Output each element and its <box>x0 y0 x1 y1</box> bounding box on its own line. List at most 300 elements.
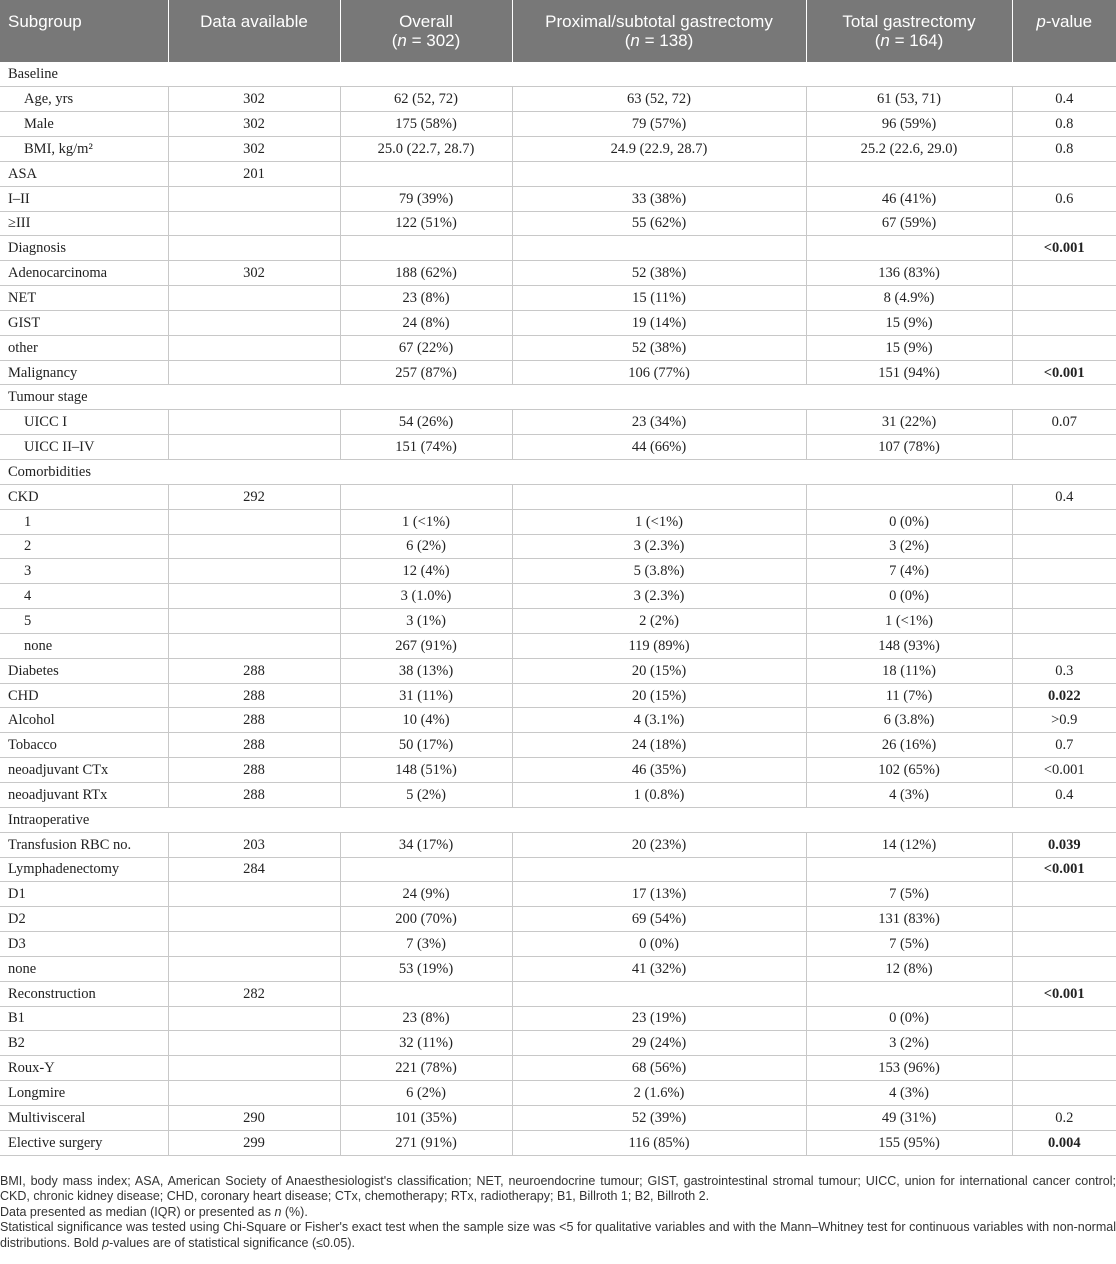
cell-pvalue <box>1012 161 1116 186</box>
table-row <box>0 261 1116 286</box>
cell-subgroup: Lymphadenectomy <box>0 857 168 882</box>
table-row <box>0 509 1116 534</box>
cell-subgroup: none <box>0 633 168 658</box>
cell-subgroup: 1 <box>0 509 168 534</box>
cell-total: 67 (59%) <box>806 211 1012 236</box>
cell-overall: 24 (9%) <box>340 882 512 907</box>
cell-overall: 200 (70%) <box>340 907 512 932</box>
cell-proximal: 1 (0.8%) <box>512 782 806 807</box>
cell-subgroup: Alcohol <box>0 708 168 733</box>
table-row <box>0 857 1116 882</box>
cell-total <box>806 484 1012 509</box>
table-row <box>0 410 1116 435</box>
cell-overall: 23 (8%) <box>340 1006 512 1031</box>
cell-overall: 79 (39%) <box>340 186 512 211</box>
cell-overall <box>340 161 512 186</box>
cell-overall <box>340 484 512 509</box>
cell-proximal: 23 (34%) <box>512 410 806 435</box>
cell-pvalue: >0.9 <box>1012 708 1116 733</box>
cell-data-available <box>168 633 340 658</box>
cell-pvalue: <0.001 <box>1012 857 1116 882</box>
cell-data-available <box>168 559 340 584</box>
cell-total: 155 (95%) <box>806 1130 1012 1155</box>
cell-total: 31 (22%) <box>806 410 1012 435</box>
cell-subgroup: Diabetes <box>0 658 168 683</box>
cell-overall: 31 (11%) <box>340 683 512 708</box>
table-row <box>0 658 1116 683</box>
cell-total: 148 (93%) <box>806 633 1012 658</box>
section-label: Baseline <box>0 62 1116 87</box>
cell-subgroup: CHD <box>0 683 168 708</box>
cell-pvalue: 0.6 <box>1012 186 1116 211</box>
cell-proximal: 17 (13%) <box>512 882 806 907</box>
cell-overall: 10 (4%) <box>340 708 512 733</box>
section-row <box>0 385 1116 410</box>
footnote-presentation-prefix: Data presented as median (IQR) or presented as <box>0 1204 275 1219</box>
cell-total: 0 (0%) <box>806 584 1012 609</box>
table-row <box>0 609 1116 634</box>
cell-subgroup: 2 <box>0 534 168 559</box>
cell-proximal: 23 (19%) <box>512 1006 806 1031</box>
cell-pvalue <box>1012 633 1116 658</box>
cell-data-available: 288 <box>168 758 340 783</box>
cell-overall: 1 (<1%) <box>340 509 512 534</box>
table-row <box>0 956 1116 981</box>
cell-subgroup: UICC II–IV <box>0 435 168 460</box>
cell-pvalue <box>1012 1081 1116 1106</box>
cell-overall: 271 (91%) <box>340 1130 512 1155</box>
cell-overall: 24 (8%) <box>340 310 512 335</box>
cell-data-available: 288 <box>168 782 340 807</box>
cell-overall: 101 (35%) <box>340 1105 512 1130</box>
cell-data-available <box>168 534 340 559</box>
table-row <box>0 161 1116 186</box>
cell-proximal: 68 (56%) <box>512 1056 806 1081</box>
cell-proximal: 33 (38%) <box>512 186 806 211</box>
cell-data-available: 201 <box>168 161 340 186</box>
cell-overall: 7 (3%) <box>340 932 512 957</box>
cell-data-available <box>168 435 340 460</box>
cell-total <box>806 161 1012 186</box>
cell-subgroup: neoadjuvant RTx <box>0 782 168 807</box>
table-row <box>0 186 1116 211</box>
section-label: Tumour stage <box>0 385 1116 410</box>
cell-pvalue: <0.001 <box>1012 360 1116 385</box>
cell-subgroup: Age, yrs <box>0 87 168 112</box>
cell-data-available <box>168 956 340 981</box>
table-row <box>0 286 1116 311</box>
cell-overall: 25.0 (22.7, 28.7) <box>340 137 512 162</box>
cell-total: 12 (8%) <box>806 956 1012 981</box>
table-row <box>0 1031 1116 1056</box>
cell-total: 3 (2%) <box>806 534 1012 559</box>
cell-pvalue <box>1012 609 1116 634</box>
section-label: Comorbidities <box>0 460 1116 485</box>
cell-total: 7 (4%) <box>806 559 1012 584</box>
cell-pvalue <box>1012 310 1116 335</box>
cell-data-available <box>168 335 340 360</box>
cell-pvalue <box>1012 559 1116 584</box>
header-subgroup <box>0 0 168 62</box>
table-row <box>0 683 1116 708</box>
cell-subgroup: Adenocarcinoma <box>0 261 168 286</box>
cell-pvalue: 0.3 <box>1012 658 1116 683</box>
header-proximal-n: (n = 138) <box>624 31 694 50</box>
cell-subgroup: BMI, kg/m² <box>0 137 168 162</box>
cell-subgroup: Malignancy <box>0 360 168 385</box>
table-row <box>0 137 1116 162</box>
table-row <box>0 708 1116 733</box>
cell-data-available <box>168 211 340 236</box>
cell-subgroup: NET <box>0 286 168 311</box>
cell-overall: 151 (74%) <box>340 435 512 460</box>
cell-subgroup: B1 <box>0 1006 168 1031</box>
cell-proximal: 55 (62%) <box>512 211 806 236</box>
cell-pvalue: 0.07 <box>1012 410 1116 435</box>
cell-pvalue: 0.4 <box>1012 782 1116 807</box>
cell-overall: 67 (22%) <box>340 335 512 360</box>
cell-subgroup: Diagnosis <box>0 236 168 261</box>
cell-subgroup: Reconstruction <box>0 981 168 1006</box>
cell-overall: 6 (2%) <box>340 534 512 559</box>
table-row <box>0 1006 1116 1031</box>
cell-subgroup: none <box>0 956 168 981</box>
cell-total: 0 (0%) <box>806 509 1012 534</box>
table-row <box>0 981 1116 1006</box>
cell-data-available: 302 <box>168 112 340 137</box>
footnote-statistics-suffix: -values are of statistical significance (≤0.05). <box>109 1235 355 1250</box>
cell-pvalue <box>1012 261 1116 286</box>
cell-total: 14 (12%) <box>806 832 1012 857</box>
cell-proximal: 24 (18%) <box>512 733 806 758</box>
cell-overall: 3 (1.0%) <box>340 584 512 609</box>
cell-total: 18 (11%) <box>806 658 1012 683</box>
header-pvalue-italic: p <box>1036 12 1046 31</box>
cell-total: 102 (65%) <box>806 758 1012 783</box>
table-row <box>0 932 1116 957</box>
section-row <box>0 807 1116 832</box>
cell-overall <box>340 981 512 1006</box>
cell-subgroup: GIST <box>0 310 168 335</box>
cell-overall: 54 (26%) <box>340 410 512 435</box>
cell-data-available <box>168 1031 340 1056</box>
header-overall-label: Overall <box>399 12 453 31</box>
cell-subgroup: other <box>0 335 168 360</box>
cell-subgroup: D1 <box>0 882 168 907</box>
cell-proximal <box>512 484 806 509</box>
header-proximal-label: Proximal/subtotal gastrectomy <box>545 12 773 31</box>
cell-pvalue <box>1012 584 1116 609</box>
cell-overall <box>340 857 512 882</box>
footnote-abbreviations: BMI, body mass index; ASA, American Society of Anaesthesiologist's classification; NET, neuroendocrine tumour; GIST, gastrointestinal stromal tumour; UICC, union for international cancer control; CKD, chronic kidney disease; CHD, coronary heart disease; CTx, chemotherapy; RTx, radiotherapy; B1, Billroth 1; B2, Billroth 2. <box>0 1174 1116 1204</box>
cell-subgroup: Male <box>0 112 168 137</box>
footnote-statistics <box>0 1220 1116 1251</box>
cell-proximal: 63 (52, 72) <box>512 87 806 112</box>
table-row <box>0 1130 1116 1155</box>
cell-pvalue: 0.022 <box>1012 683 1116 708</box>
cell-total: 3 (2%) <box>806 1031 1012 1056</box>
cell-overall: 175 (58%) <box>340 112 512 137</box>
cell-proximal: 1 (<1%) <box>512 509 806 534</box>
cell-proximal <box>512 236 806 261</box>
footnote-statistics-prefix: Statistical significance was tested using Chi-Square or Fisher's exact test when the sample size was <5 for qualitative variables and with the Mann–Whitney test for continuous variables with non-normal distributions. Bold <box>0 1220 1116 1250</box>
cell-overall: 267 (91%) <box>340 633 512 658</box>
cell-pvalue <box>1012 509 1116 534</box>
cell-subgroup: ASA <box>0 161 168 186</box>
cell-total: 26 (16%) <box>806 733 1012 758</box>
header-overall-n: (n = 302) <box>391 31 461 50</box>
cell-data-available <box>168 236 340 261</box>
cell-pvalue <box>1012 534 1116 559</box>
cell-data-available: 288 <box>168 733 340 758</box>
cell-data-available <box>168 882 340 907</box>
cell-overall: 221 (78%) <box>340 1056 512 1081</box>
cell-proximal: 44 (66%) <box>512 435 806 460</box>
table-row <box>0 310 1116 335</box>
cell-subgroup: Longmire <box>0 1081 168 1106</box>
cell-proximal: 52 (38%) <box>512 261 806 286</box>
cell-overall: 148 (51%) <box>340 758 512 783</box>
cell-data-available <box>168 410 340 435</box>
cell-subgroup: 4 <box>0 584 168 609</box>
cell-data-available <box>168 907 340 932</box>
cell-total: 151 (94%) <box>806 360 1012 385</box>
header-data-available <box>168 0 340 62</box>
cell-data-available: 302 <box>168 87 340 112</box>
cell-proximal: 24.9 (22.9, 28.7) <box>512 137 806 162</box>
cell-proximal: 19 (14%) <box>512 310 806 335</box>
cell-total: 7 (5%) <box>806 932 1012 957</box>
cell-overall: 38 (13%) <box>340 658 512 683</box>
cell-subgroup: D3 <box>0 932 168 957</box>
cell-total: 6 (3.8%) <box>806 708 1012 733</box>
cell-subgroup: B2 <box>0 1031 168 1056</box>
cell-proximal: 20 (15%) <box>512 658 806 683</box>
header-pvalue <box>1012 0 1116 62</box>
cell-pvalue <box>1012 1056 1116 1081</box>
cell-pvalue: <0.001 <box>1012 758 1116 783</box>
cell-data-available <box>168 1081 340 1106</box>
cell-pvalue: 0.8 <box>1012 112 1116 137</box>
cell-proximal: 3 (2.3%) <box>512 584 806 609</box>
cell-data-available: 288 <box>168 683 340 708</box>
table-row <box>0 112 1116 137</box>
section-row <box>0 62 1116 87</box>
cell-subgroup: I–II <box>0 186 168 211</box>
cell-pvalue <box>1012 211 1116 236</box>
cell-total: 4 (3%) <box>806 1081 1012 1106</box>
table-footnotes <box>0 1174 1116 1251</box>
cell-proximal: 52 (38%) <box>512 335 806 360</box>
cell-proximal: 20 (15%) <box>512 683 806 708</box>
cell-overall: 34 (17%) <box>340 832 512 857</box>
cell-data-available: 290 <box>168 1105 340 1130</box>
cell-pvalue: 0.4 <box>1012 484 1116 509</box>
cell-total: 4 (3%) <box>806 782 1012 807</box>
cell-data-available: 288 <box>168 658 340 683</box>
cell-overall: 5 (2%) <box>340 782 512 807</box>
cell-proximal: 2 (2%) <box>512 609 806 634</box>
cell-pvalue <box>1012 932 1116 957</box>
table-row <box>0 360 1116 385</box>
header-total-label: Total gastrectomy <box>842 12 976 31</box>
header-subgroup-label: Subgroup <box>8 12 82 31</box>
cell-proximal: 41 (32%) <box>512 956 806 981</box>
table-row <box>0 1081 1116 1106</box>
cell-data-available: 299 <box>168 1130 340 1155</box>
table-row <box>0 584 1116 609</box>
cell-proximal: 46 (35%) <box>512 758 806 783</box>
table-row <box>0 782 1116 807</box>
table-row <box>0 484 1116 509</box>
header-data-available-label: Data available <box>200 12 308 31</box>
table-header <box>0 0 1116 62</box>
cell-proximal: 29 (24%) <box>512 1031 806 1056</box>
cell-total: 8 (4.9%) <box>806 286 1012 311</box>
cell-total: 15 (9%) <box>806 310 1012 335</box>
header-total <box>806 0 1012 62</box>
table-row <box>0 87 1116 112</box>
footnote-presentation-suffix: (%). <box>281 1204 308 1219</box>
cell-data-available: 203 <box>168 832 340 857</box>
cell-overall: 122 (51%) <box>340 211 512 236</box>
cell-total <box>806 981 1012 1006</box>
cell-proximal: 52 (39%) <box>512 1105 806 1130</box>
cell-subgroup: Roux-Y <box>0 1056 168 1081</box>
cell-pvalue <box>1012 907 1116 932</box>
cell-proximal <box>512 857 806 882</box>
cell-proximal: 79 (57%) <box>512 112 806 137</box>
table-row <box>0 882 1116 907</box>
cell-data-available <box>168 310 340 335</box>
section-row <box>0 460 1116 485</box>
cell-overall: 188 (62%) <box>340 261 512 286</box>
cell-overall: 257 (87%) <box>340 360 512 385</box>
cell-data-available <box>168 609 340 634</box>
cell-pvalue: <0.001 <box>1012 236 1116 261</box>
cell-pvalue: 0.4 <box>1012 87 1116 112</box>
cell-subgroup: 3 <box>0 559 168 584</box>
cell-total <box>806 236 1012 261</box>
cell-pvalue <box>1012 286 1116 311</box>
cell-overall: 23 (8%) <box>340 286 512 311</box>
cell-data-available <box>168 1056 340 1081</box>
cell-pvalue <box>1012 1006 1116 1031</box>
cell-pvalue: 0.7 <box>1012 733 1116 758</box>
cell-total: 15 (9%) <box>806 335 1012 360</box>
cell-subgroup: CKD <box>0 484 168 509</box>
header-row <box>0 0 1116 62</box>
table-row <box>0 733 1116 758</box>
cell-total: 131 (83%) <box>806 907 1012 932</box>
table-row <box>0 633 1116 658</box>
cell-pvalue: 0.039 <box>1012 832 1116 857</box>
cell-subgroup: Transfusion RBC no. <box>0 832 168 857</box>
cell-data-available: 288 <box>168 708 340 733</box>
cell-data-available: 292 <box>168 484 340 509</box>
table-row <box>0 907 1116 932</box>
cell-pvalue <box>1012 335 1116 360</box>
table-row <box>0 435 1116 460</box>
cell-proximal: 15 (11%) <box>512 286 806 311</box>
cell-pvalue: 0.2 <box>1012 1105 1116 1130</box>
cell-proximal: 3 (2.3%) <box>512 534 806 559</box>
cell-data-available <box>168 186 340 211</box>
cell-total: 136 (83%) <box>806 261 1012 286</box>
cell-total: 46 (41%) <box>806 186 1012 211</box>
cell-overall: 53 (19%) <box>340 956 512 981</box>
cell-pvalue <box>1012 882 1116 907</box>
cell-overall: 6 (2%) <box>340 1081 512 1106</box>
cell-proximal: 20 (23%) <box>512 832 806 857</box>
table-row <box>0 1056 1116 1081</box>
cell-proximal <box>512 161 806 186</box>
cell-subgroup: D2 <box>0 907 168 932</box>
header-pvalue-rest: -value <box>1045 12 1093 31</box>
cell-pvalue: 0.8 <box>1012 137 1116 162</box>
cell-subgroup: UICC I <box>0 410 168 435</box>
cell-data-available <box>168 584 340 609</box>
cell-proximal: 116 (85%) <box>512 1130 806 1155</box>
cell-total: 96 (59%) <box>806 112 1012 137</box>
cell-data-available <box>168 286 340 311</box>
cell-data-available <box>168 932 340 957</box>
cell-overall: 12 (4%) <box>340 559 512 584</box>
cell-data-available <box>168 360 340 385</box>
cell-proximal <box>512 981 806 1006</box>
cell-data-available: 284 <box>168 857 340 882</box>
header-overall <box>340 0 512 62</box>
footnote-presentation-n: n <box>274 1204 282 1219</box>
cell-overall: 50 (17%) <box>340 733 512 758</box>
cell-subgroup: ≥III <box>0 211 168 236</box>
cell-proximal: 69 (54%) <box>512 907 806 932</box>
cell-overall <box>340 236 512 261</box>
section-label: Intraoperative <box>0 807 1116 832</box>
table-row <box>0 335 1116 360</box>
cell-overall: 62 (52, 72) <box>340 87 512 112</box>
cell-pvalue: <0.001 <box>1012 981 1116 1006</box>
table-row <box>0 211 1116 236</box>
table-row <box>0 559 1116 584</box>
cell-subgroup: Tobacco <box>0 733 168 758</box>
cell-overall: 32 (11%) <box>340 1031 512 1056</box>
cell-proximal: 119 (89%) <box>512 633 806 658</box>
cell-total: 153 (96%) <box>806 1056 1012 1081</box>
cell-total: 0 (0%) <box>806 1006 1012 1031</box>
cell-pvalue <box>1012 1031 1116 1056</box>
footnote-statistics-p: p <box>102 1235 110 1250</box>
cell-total: 49 (31%) <box>806 1105 1012 1130</box>
cell-pvalue: 0.004 <box>1012 1130 1116 1155</box>
table-row <box>0 758 1116 783</box>
cell-proximal: 2 (1.6%) <box>512 1081 806 1106</box>
cell-proximal: 5 (3.8%) <box>512 559 806 584</box>
cell-data-available: 282 <box>168 981 340 1006</box>
cell-data-available: 302 <box>168 137 340 162</box>
cell-subgroup: Elective surgery <box>0 1130 168 1155</box>
footnote-presentation <box>0 1205 1116 1220</box>
table-row <box>0 236 1116 261</box>
cell-pvalue <box>1012 956 1116 981</box>
table-row <box>0 832 1116 857</box>
cell-proximal: 4 (3.1%) <box>512 708 806 733</box>
table-body <box>0 62 1116 1155</box>
cell-proximal: 106 (77%) <box>512 360 806 385</box>
cell-data-available <box>168 1006 340 1031</box>
cell-total: 25.2 (22.6, 29.0) <box>806 137 1012 162</box>
cell-total: 7 (5%) <box>806 882 1012 907</box>
